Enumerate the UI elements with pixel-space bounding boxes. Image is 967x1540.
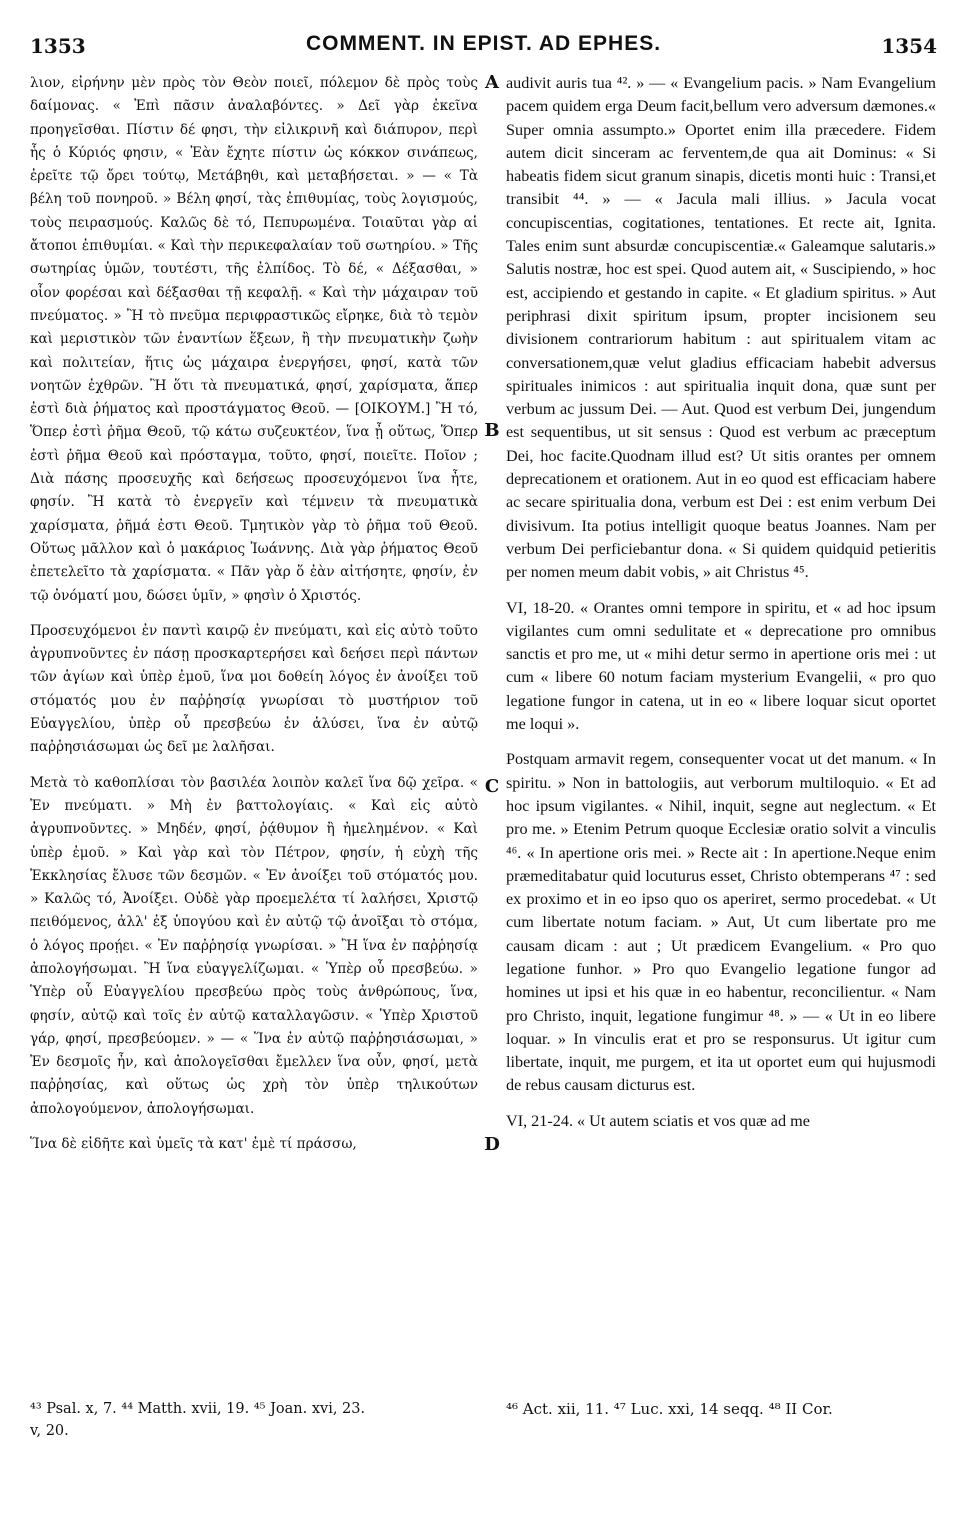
greek-paragraph: Ἵνα δὲ εἰδῆτε καὶ ὑμεῖς τὰ κατ' ἐμὲ τί πράσσω, <box>30 1136 357 1153</box>
section-marker-a: A <box>485 72 499 93</box>
latin-paragraph: audivit auris tua ⁴². » — « Evangelium pacis. » Nam Evangelium pacem quidem erga Deum facit,bellum vero adversum dæmones.« Super omnia assumpto.» Oportet enim illa præcedere. Fidem autem dicit sinceram ac ferventem,de qua ait Dominus: « Si habeatis fidem sicut granum sinapis, dicetis monti huic : Transi,et transibit ⁴⁴. » — « Jacula mali illius. » Jacula vocat concupiscentias, cogitationes, tentationes. Et recte ait, Ignita. Tales enim sunt absurdæ concupiscentiæ.« Galeamque salutaris.» Salutis nostræ, hoc est spei. Quod autem ait, « Suscipiendo, » hoc est, accipiendo et gestando in capite. « Et gladium spiritus. » Aut periphrasi dixit spiritum ipsum, propter incisionem seu divisionem contrariorum habitum : aut spiritualem vitam ac conversationem,quæ velut gladius efficaciam habebit adversus spirituales inimicos : aut spiritualia inquit dona, quæ sunt per verbum ac jussum Dei. — Aut. Quod est verbum Dei, jungendum est sequentibus, ut sit sensus : Quod est verbum ac præceptum Dei, hoc facite.Quodnam illud est? Ut sitis orantes per omnem deprecationem et orationem. Aut in eo quod est efficaciam habere ac secare spiritualia dona, verbum est Dei : est enim verbum Dei divisivum. Ita potius intelligit quoque beatus Joannes. Nam per verbum Dei perficiebantur dona. « Si quidem quidquid petieritis per nomen meum dabit vobis, » ait Christus ⁴⁵. <box>506 74 936 582</box>
greek-column <box>30 72 478 1168</box>
section-marker-b: B <box>484 420 500 441</box>
footnotes-left <box>30 1398 480 1442</box>
section-marker-d: D <box>484 1134 500 1155</box>
footnotes-right <box>506 1398 936 1420</box>
greek-paragraph: Προσευχόμενοι ἐν παντὶ καιρῷ ἐν πνεύματι, καὶ εἰς αὐτὸ τοῦτο ἀγρυπνοῦντες ἐν πάσῃ προσκαρτερήσει καὶ δεήσει περὶ πάντων τῶν ἁγίων καὶ ὑπὲρ ἐμοῦ, ἵνα μοι δοθείη λόγος ἐν ἀνοίξει τοῦ στόματός μου ἐν παῤῥησίᾳ γνωρίσαι τὸ μυστήριον τοῦ Εὐαγγελίου, ὑπὲρ οὗ πρεσβεύω ἐν ἁλύσει, ἵνα ἐν αὐτῷ παῤῥησιάσωμαι ὡς δεῖ με λαλῆσαι. <box>30 622 478 756</box>
section-marker-c: C <box>484 776 500 797</box>
section-markers <box>479 0 505 1540</box>
running-title: COMMENT. IN EPIST. AD EPHES. <box>305 32 662 55</box>
latin-column <box>506 72 936 1145</box>
page-number-right: 1354 <box>881 34 937 58</box>
latin-paragraph: Postquam armavit regem, consequenter vocat ut det manum. « In spiritu. » Non in battologiis, aut verborum multiloquio. « Et ad hoc ipsum vigilantes. « Nihil, inquit, segne aut neglectum. « Et pro me. » Etenim Petrum quoque Ecclesiæ oratio solvit a vinculis ⁴⁶. « In apertione oris mei. » Recte ait : In apertione.Neque enim præmeditabatur quid locuturus esset, Christo obtemperans ⁴⁷ : sed ex proximo et in eo ipso quo os aperiret, sermo procedebat. « Ut cum libertate notum faciam. » Aut, Ut cum libertate pro me causam dicam : aut ; Ut prædicem Evangelium. « Pro quo legatione funhor. » Pro quo Evangelio legatione fungor ad homines ut ipsi et his quæ in eo habentur, reconcilientur. « Nam pro Christo, inquit, legatione fungimur ⁴⁸. » — « Ut in eo libere loquar. » In vinculis erat et pro se responsurus. Ut igitur cum libertate, inquit, me purgem, et ita ut oportet eum qui hujusmodi de rebus causam dicturus est. <box>506 750 936 1095</box>
greek-paragraph: Μετὰ τὸ καθοπλίσαι τὸν βασιλέα λοιπὸν καλεῖ ἵνα δῷ χεῖρα. « Ἐν πνεύματι. » Μὴ ἐν βαττολογίαις. « Καὶ εἰς αὐτὸ ἀγρυπνοῦντες. » Μηδέν, φησί, ῥᾴθυμον ἢ ἠμελημένον. « Καὶ ὑπὲρ ἐμοῦ. » Καὶ γὰρ καὶ τὸν Πέτρον, φησίν, ἡ εὐχὴ τῆς Ἐκκλησίας ἔλυσε τῶν δεσμῶν. « Ἐν ἀνοίξει τοῦ στόματός μου. » Καλῶς τό, Ἀνοίξει. Οὐδὲ γὰρ προεμελέτα τί λαλήσει, Χριστῷ πειθόμενος, ἀλλ' ἐξ ὑπογύου καὶ ἐν αὐτῷ τῷ ἀνοῖξαι τὸ στόμα, ὁ λόγος προῄει. « Ἐν παῤῥησίᾳ γνωρίσαι. » Ἢ ἵνα ἐν παῤῥησίᾳ ἀπολογήσωμαι. Ἢ ἵνα εὐαγγελίζωμαι. « Ὑπὲρ οὗ πρεσβεύω. » Ὑπὲρ οὗ Εὐαγγελίου πρεσβεύω πρὸς τοὺς ἀνθρώπους, ἵνα, φησίν, αὐτῷ καὶ τοῖς ἐν αὐτῷ καταλλαγῶσιν. « Ὑπὲρ Χριστοῦ γάρ, φησί, πρεσβεύομεν. » — « Ἵνα ἐν αὐτῷ παῤῥησιάσωμαι, » Ἐν δεσμοῖς ἦν, καὶ ἀπολογεῖσθαι ἔμελλεν ἵνα οὖν, φησί, μετὰ παῤῥησίας, καὶ οὕτως ὡς χρὴ τὸν ὑπὲρ τηλικούτων ἀπολογούμενον, ἀπολογήσωμαι. <box>30 774 478 1117</box>
latin-paragraph: VI, 18-20. « Orantes omni tempore in spiritu, et « ad hoc ipsum vigilantes cum omni sedulitate et « deprecatione pro omnibus sanctis et pro me, ut « mihi detur sermo in apertione oris mei : ut cum « libere 60 notum faciam mysterium Evangelii, « pro quo legatione fungor in catena, ut in eo « libere loquar sicut oportet me loqui ». <box>506 598 936 734</box>
footnote-line: ⁴³ Psal. x, 7. ⁴⁴ Matth. xvii, 19. ⁴⁵ Joan. xvi, 23. <box>30 1401 366 1417</box>
page-number-left: 1353 <box>30 34 86 58</box>
latin-paragraph: VI, 21-24. « Ut autem sciatis et vos quæ ad me <box>506 1111 810 1130</box>
footnote-line: v, 20. <box>30 1423 69 1439</box>
greek-paragraph: λιον, εἰρήνην μὲν πρὸς τὸν Θεὸν ποιεῖ, πόλεμον δὲ πρὸς τοὺς δαίμονας. « Ἐπὶ πᾶσιν ἀναλαβόντες. » Δεῖ γὰρ ἐκεῖνα προηγεῖσθαι. Πίστιν δέ φησι, τὴν εἰλικρινῆ καὶ διάπυρον, περὶ ἧς ὁ Κύριός φησιν, « Ἐὰν ἔχητε πίστιν ὡς κόκκον σινάπεως, ἐρεῖτε τῷ ὄρει τούτῳ, Μετάβηθι, καὶ μεταβήσεται. » — « Τὰ βέλη τοῦ πονηροῦ. » Βέλη φησί, τὰς ἐπιθυμίας, τοὺς λογισμούς, τοὺς πειρασμούς. Καλῶς δὲ τό, Πεπυρωμένα. Τοιαῦται γὰρ αἱ ἄτοποι ἐπιθυμίαι. « Καὶ τὴν περικεφαλαίαν τοῦ σωτηρίου. » Τῆς σωτηρίας ὑμῶν, τουτέστι, τῆς ἐλπίδος. Τὸ δέ, « Δέξασθαι, » οἷον φορέσαι καὶ δέξασθαι τῇ κεφαλῇ. « Καὶ τὴν μάχαιραν τοῦ πνεύματος. » Ἢ τὸ πνεῦμα περιφραστικῶς εἴρηκε, διὰ τὸ τεμὸν καὶ μεριστικὸν τῶν ἐναντίων ἕξεων, ἢ τὴν πνευματικὴν ζωὴν καὶ πολιτείαν, ἥτις ὡς μάχαιρα ἐνεργήσει, φησί, κατὰ τῶν νοητῶν ἐχθρῶν. Ἢ ὅτι τὰ πνευματικά, φησί, χαρίσματα, ἅπερ ἐστὶ διὰ ῥήματος καὶ προστάγματος Θεοῦ. — [ΟΙΚΟΥΜ.] Ἢ τό, Ὅπερ ἐστὶ ῥῆμα Θεοῦ, τῷ κάτω συζευκτέον, ἵνα ᾖ οὕτως, Ὅπερ ἐστὶ ῥῆμα Θεοῦ καὶ πρόσταγμα, τοῦτο, φησί, ποιεῖτε. Ποῖον ; Διὰ πάσης προσευχῆς καὶ δεήσεως προσευχόμενοι ἵνα ἦτε, φησίν. Ἢ κατὰ τὸ ἐνεργεῖν καὶ τέμνειν τὰ πνευματικὰ χαρίσματα, ῥῆμά ἐστι Θεοῦ. Τμητικὸν γὰρ τὸ ῥῆμα τοῦ Θεοῦ. Οὕτως μᾶλλον καὶ ὁ μακάριος Ἰωάννης. Διὰ γὰρ ῥήματος Θεοῦ ἐπετελεῖτο τὰ χαρίσματα. « Πᾶν γὰρ ὅ ἐὰν αἰτήσητε, φησίν, ἐν τῷ ὀνόματί μου, δώσει ὑμῖν, » φησὶν ὁ Χριστός. <box>30 75 478 604</box>
footnote-line: ⁴⁶ Act. xii, 11. ⁴⁷ Luc. xxi, 14 seqq. ⁴⁸ II Cor. <box>506 1400 833 1418</box>
